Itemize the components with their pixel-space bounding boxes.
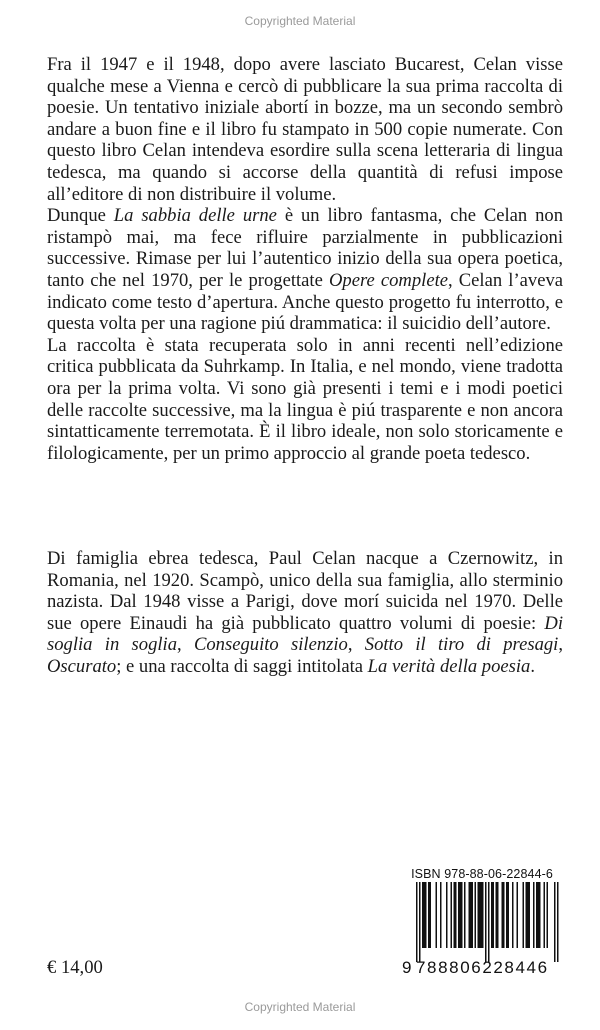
watermark-top: Copyrighted Material <box>244 14 356 28</box>
barcode-bar <box>526 882 531 948</box>
barcode-bar <box>419 882 421 962</box>
barcode-bar <box>478 882 484 948</box>
price-label: € 14,00 <box>47 957 103 978</box>
bio-paragraph <box>47 548 563 678</box>
barcode-bar <box>446 882 448 948</box>
text-run: è un libro fantasma, che Celan non ristampò mai, ma fece rifluire parzialmente in pubblicazioni successive. Rimase per lui l’autentico inizio della sua opera poetica, tanto che nel 1970, per le progettate <box>47 205 563 291</box>
italic-title: Oscurato <box>47 655 117 677</box>
barcode-bar <box>517 882 519 948</box>
blurb-paragraph <box>47 54 563 205</box>
author-bio <box>47 548 563 678</box>
barcode-bar <box>464 882 466 948</box>
text-run: , <box>177 634 194 656</box>
barcode-bar <box>533 882 535 948</box>
barcode-bar <box>458 882 463 948</box>
italic-title: La verità della poesia <box>367 655 531 677</box>
barcode-bar <box>523 882 525 948</box>
barcode-bar <box>488 882 490 962</box>
isbn-label: ISBN 978-88-06-22844-6 <box>411 867 553 881</box>
text-run: , <box>347 634 365 656</box>
blurb-text <box>47 54 563 464</box>
italic-title: Opere complete <box>328 269 448 291</box>
barcode-bar <box>469 882 474 948</box>
barcode-bar <box>502 882 505 948</box>
barcode-bar <box>496 882 499 948</box>
barcode-bar <box>557 882 559 962</box>
blurb-paragraph <box>47 335 563 465</box>
barcode-bar <box>536 882 541 948</box>
text-run: . <box>530 655 536 677</box>
barcode-bar <box>440 882 442 948</box>
text-run: , <box>558 634 563 656</box>
barcode-bar <box>451 882 453 948</box>
barcode-bar <box>554 882 556 962</box>
isbn-barcode-block <box>402 866 562 984</box>
barcode-bar <box>454 882 457 948</box>
barcode-bar <box>422 882 427 948</box>
barcode <box>402 882 562 966</box>
italic-title: Di soglia in soglia <box>47 612 563 656</box>
watermark-bottom: Copyrighted Material <box>244 1000 356 1014</box>
barcode-bar <box>416 882 418 962</box>
text-run: Fra il 1947 e il 1948, dopo avere lasciato Bucarest, Celan visse qualche mese a Vienna e cercò di pubblicare la sua prima raccolta di poesie. Un tentativo iniziale abortí in bozze, ma un secondo sembrò andare a buon fine e il libro fu stampato in 500 copie numerate. Con questo libro Celan intendeva esordire sulla scena letteraria di lingua tedesca, ma quando si accorse della quantità di refusi impose all’editore di non distribuire il volume. <box>47 54 563 205</box>
ean-first-digit: 9 <box>402 958 412 977</box>
ean-remaining-digits: 788806228446 <box>416 958 549 977</box>
blurb-paragraph <box>47 205 563 335</box>
barcode-bar <box>544 882 546 948</box>
barcode-bar <box>475 882 477 948</box>
text-run: Dunque <box>47 205 114 227</box>
barcode-bar <box>428 882 431 948</box>
barcode-bar <box>436 882 438 948</box>
barcode-bar <box>512 882 514 948</box>
barcode-bar <box>506 882 509 948</box>
italic-title: Conseguito silenzio <box>193 634 348 656</box>
text-run: La raccolta è stata recuperata solo in anni recenti nell’edizione critica pubblicata da Suhrkamp. In Italia, e nel mondo, viene tradotta ora per la prima volta. Vi sono già presenti i temi e i modi poetici delle raccolte successive, ma la lingua è piú trasparente e non ancora sintatticamente terremotata. È il libro ideale, non solo storicamente e filologicamente, per un primo approccio al grande poeta tedesco. <box>47 334 563 464</box>
barcode-bar <box>491 882 494 948</box>
barcode-bar <box>547 882 549 948</box>
italic-title: Sotto il tiro di presagi <box>364 634 559 656</box>
text-run: Di famiglia ebrea tedesca, Paul Celan nacque a Czernowitz, in Romania, nel 1920. Scampò, unico della sua famiglia, allo sterminio nazista. Dal 1948 visse a Parigi, dove morí suicida nel 1970. Delle sue opere Einaudi ha già pubblicato quattro volumi di poesie: <box>47 548 563 634</box>
text-run: , Celan l’aveva indicato come testo d’apertura. Anche questo progetto fu interrotto, e questa volta per una ragione piú drammatica: il suicidio dell’autore. <box>47 269 563 335</box>
italic-title: La sabbia delle urne <box>113 205 277 227</box>
barcode-bar <box>485 882 487 962</box>
text-run: ; e una raccolta di saggi intitolata <box>116 655 368 677</box>
